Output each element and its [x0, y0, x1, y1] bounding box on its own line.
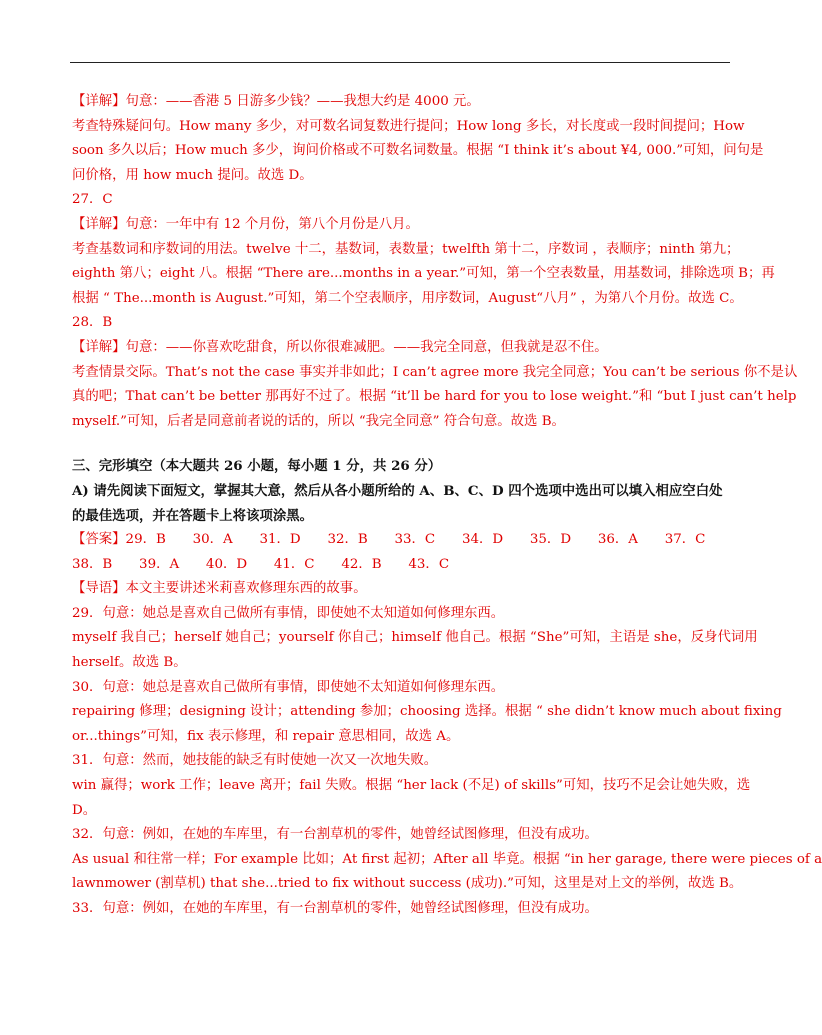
answer-text-line: 【答案】29．B 30．A 31．D 32．B 33．C 34．D 35．D 36．A 37．C — [72, 532, 706, 548]
answer-text-line: As usual 和往常一样；For example 比如；At first 起初；After all 毕竟。根据 “in her garage, there were pieces of a — [72, 851, 822, 867]
answer-text-line: 33．句意：例如，在她的车库里，有一台割草机的零件，她曾经试图修理，但没有成功。 — [72, 901, 598, 916]
answer-text-line: 考查特殊疑问句。How many 多少，对可数名词复数进行提问；How long 多长，对长度或一段时间提问；How — [72, 118, 745, 134]
answer-text-line: soon 多久以后；How much 多少，询问价格或不可数名词数量。根据 “I think it’s about ¥4, 000.”可知，问句是 — [72, 143, 764, 159]
header-rule — [70, 62, 730, 63]
answer-text-line: 31．句意：然而，她技能的缺乏有时使她一次又一次地失败。 — [72, 753, 438, 769]
paragraph-gap — [72, 434, 732, 454]
answer-text-line: repairing 修理；designing 设计；attending 参加；choosing 选择。根据 “ she didn’t know much about fixing — [72, 704, 782, 720]
answer-text-line: 32．句意：例如，在她的车库里，有一台割草机的零件，她曾经试图修理，但没有成功。 — [72, 827, 598, 843]
document-body — [72, 90, 822, 922]
answer-text-line: herself。故选 B。 — [72, 655, 187, 671]
answer-text-line: myself.”可知，后者是同意前者说的话的，所以 “我完全同意” 符合句意。故选 B。 — [72, 413, 565, 429]
answer-text-line: 27．C — [72, 192, 113, 208]
answer-text-line: lawnmower (割草机) that she...tried to fix without success (成功).”可知，这里是对上文的举例，故选 B。 — [72, 876, 743, 892]
section-heading-line: 的最佳选项，并在答题卡上将该项涂黑。 — [72, 507, 314, 524]
answer-text-line: 考查基数词和序数词的用法。twelve 十二，基数词，表数量；twelfth 第十二，序数词 ，表顺序；ninth 第九； — [72, 241, 740, 257]
answer-text-line: eighth 第八；eight 八。根据 “There are...months in a year.”可知，第一个空表数量，用基数词，排除选项 B；再 — [72, 266, 775, 282]
answer-text-line: 29．句意：她总是喜欢自己做所有事情，即使她不太知道如何修理东西。 — [72, 605, 505, 621]
answer-text-line: 【导语】本文主要讲述米莉喜欢修理东西的故事。 — [72, 581, 367, 597]
answer-text-line: win 赢得；work 工作；leave 离开；fail 失败。根据 “her lack (不足) of skills”可知，技巧不足会让她失败，选 — [72, 778, 751, 794]
answer-text-line: or...things”可知，fix 表示修理，和 repair 意思相同，故选 A。 — [72, 728, 460, 744]
answer-text-line: 【详解】句意：——香港 5 日游多少钱？——我想大约是 4000 元。 — [72, 94, 480, 109]
answer-text-line: 问价格，用 how much 提问。故选 D。 — [72, 167, 313, 183]
answer-text-line: 30．句意：她总是喜欢自己做所有事情，即使她不太知道如何修理东西。 — [72, 679, 505, 695]
answer-text-line: 根据 “ The...month is August.”可知，第二个空表顺序，用序数词，August“八月” ，为第八个月份。故选 C。 — [72, 290, 743, 306]
answer-text-line: 28．B — [72, 315, 113, 331]
section-heading-line: 三、完形填空（本大题共 26 小题，每小题 1 分，共 26 分） — [72, 458, 442, 475]
answer-text-line: myself 我自己；herself 她自己；yourself 你自己；himself 他自己。根据 “She”可知，主语是 she，反身代词用 — [72, 630, 758, 646]
answer-text-line: 38．B 39．A 40．D 41．C 42．B 43．C — [72, 556, 450, 572]
section-heading-line: A) 请先阅读下面短文，掌握其大意，然后从各小题所给的 A、B、C、D 四个选项中选出可以填入相应空白处 — [72, 482, 723, 499]
answer-text-line: D。 — [72, 802, 97, 818]
answer-text-line: 考查情景交际。That’s not the case 事实并非如此；I can’t agree more 我完全同意；You can’t be serious 你不是认 — [72, 364, 798, 380]
answer-text-line: 【详解】句意：一年中有 12 个月份，第八个月份是八月。 — [72, 216, 419, 232]
answer-text-line: 【详解】句意：——你喜欢吃甜食，所以你很难减肥。——我完全同意，但我就是忍不住。 — [72, 339, 608, 355]
answer-text-line: 真的吧；That can’t be better 那再好不过了。根据 “it’ll be hard for you to lose weight.”和 “but I just can’t help — [72, 389, 797, 405]
